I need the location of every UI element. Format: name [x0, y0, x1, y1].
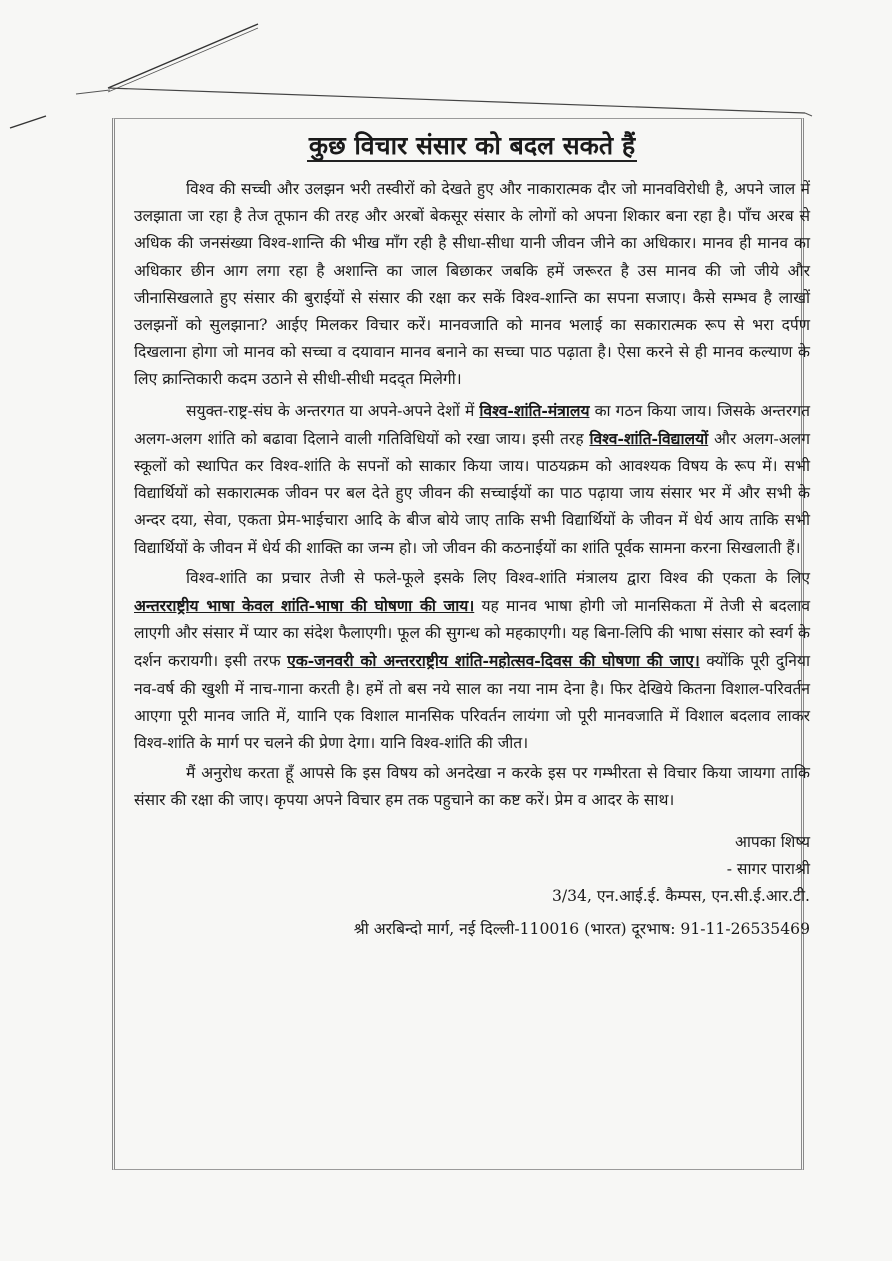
letter-content — [134, 118, 810, 943]
paragraph-3-text: क्योंकि पूरी दुनिया नव-वर्ष की खुशी में नाच-गाना करती है। हमें तो बस नये साल का नया नाम देना है। फिर देखिये कितना विशाल-परिवर्तन आएगा पूरी मानव जाति में, याानि एक विशाल मानसिक परिवर्तन लायंगा जो पूरी मानवजाति में विशाल बदलाव लाकर विश्व-शांति के मार्ग पर चलने की प्रेणा देगा। यानि विश्व-शांति की जीत। — [134, 652, 810, 753]
highlight-schools: विश्व-शांति-विद्यालयों — [589, 428, 709, 448]
paragraph-1-text: विश्व की सच्ची और उलझन भरी तस्वीरों को देखते हुए और नाकारात्मक दौर जो मानवविरोधी है, अपने जाल में उलझाता जा रहा है तेज तूफान की तरह और अरबों बेकसूर संसार के लोगों को अपना शिकार बना रहा है। पाँच अरब से अधिक की जनसंख्या विश्व-शान्ति की भीख माँग रही है सीधा-सीधा यानी जीवन जीने का अधिकार। — [134, 180, 810, 253]
paragraph-2-text: और अलग-अलग स्कूलों को स्थापित कर विश्व-शांति के सपनों को साकार किया जाय। पाठयक्रम को आवश्यक विषय के रूप में। सभी विद्यार्थियों को सकारात्मक जीवन पर बल देते हुए जीवन की सच्चाईयों का पाठ पढ़ाया जाय संसार भर में और सभी के अन्दर दया, सेवा, एकता प्रेम-भाईचारा आदि के बीज बोये जाए ताकि सभी विद्यार्थियों के जीवन में धेर्य आय ताकि सभी विद्यार्थियों के जीवन में धेर्य की शाक्ति का जन्म हो। जो जीवन की कठनाईयों का शांति पूर्वक सामना करना सिखलाती हैं। — [134, 429, 810, 557]
signature-block — [134, 829, 810, 943]
paragraph-4-text: मैं अनुरोध करता हूँ आपसे कि इस विषय को अनदेखा न करके इस पर गम्भीरता से विचार किया जायगा ताकि संसार की रक्षा की जाए। कृपया अपने विचार हम तक पहुचाने का कष्ट करें। प्रेम व आदर के साथ। — [134, 764, 810, 810]
paragraph-2 — [134, 397, 810, 562]
paragraph-3-text: विश्व-शांति का प्रचार तेजी से फले-फूले इसके लिए विश्व-शांति मंत्रालय द्वारा विश्व की एकता के लिए — [186, 568, 810, 587]
highlight-peace-festival: एक-जनवरी को अन्तरराष्ट्रीय शांति-महोत्सव-दिवस की घोषणा की जाए। — [287, 651, 700, 671]
address-line-1: 3/34, एन.आई.ई. कैम्पस, एन.सी.ई.आर.टी. — [551, 886, 810, 905]
author-name: - सागर पाराश्री — [726, 859, 810, 878]
highlight-peace-language: अन्तरराष्ट्रीय भाषा केवल शांति-भाषा की घोषणा की जाय। — [134, 596, 475, 616]
closing-line: आपका शिष्य — [735, 832, 810, 851]
address-line-2: श्री अरबिन्दो मार्ग, नई दिल्ली-110016 (भारत) दूरभाष: 91-11-26535469 — [353, 919, 810, 938]
title-text: कुछ विचार संसार को बदल सकते हैं — [308, 131, 636, 160]
highlight-ministry: विश्व-शांति-मंत्रालय — [479, 400, 590, 420]
paragraph-2-text: सयुक्त-राष्ट्र-संघ के अन्तरगत या अपने-अपने देशों में — [186, 401, 480, 420]
paragraph-1 — [134, 176, 810, 394]
paragraph-1-text: मानव ही मानव का अधिकार छीन आग लगा रहा है अशान्ति का जाल बिछाकर जबकि हमें जरूरत है उस मानव की जो जीये और जीनासिखलाते हुए संसार की बुराईयों से संसार की रक्षा कर सकें विश्व-शान्ति का सपना सजाए। कैसे सम्भव है लाखों उलझनों को सुलझाना? आईए मिलकर विचार करें। — [134, 234, 810, 335]
paragraph-3 — [134, 565, 810, 757]
page-title — [134, 130, 810, 162]
paragraph-2-text: का गठन किया जाय। जिसके अन्तरगत अलग-अलग शांति को बढावा दिलाने वाली गतिविधियों को रखा जाय। इसी तरह — [134, 401, 810, 448]
paragraph-4 — [134, 760, 810, 814]
paragraph-1-text: मानवजाति को मानव भलाई का सकारात्मक रूप से भरा दर्पण दिखलाना होगा जो मानव को सच्चा व दयावान मानव बनाने का सच्चा पाठ पढ़ाता है। ऐसा करने से ही मानव कल्याण के लिए क्रान्तिकारी कदम उठाने से सीधी-सीधी मदद्त मिलेगी। — [134, 316, 810, 389]
paragraph-3-text: यह मानव भाषा होगी जो मानसिकता में तेजी से बदलाव लाएगी और संसार में प्यार का संदेश फैलाएगी। फूल की सुगन्ध को महकाएगी। यह बिना-लिपि की भाषा संसार को स्वर्ग के दर्शन करायगी। इसी तरफ — [134, 597, 810, 671]
